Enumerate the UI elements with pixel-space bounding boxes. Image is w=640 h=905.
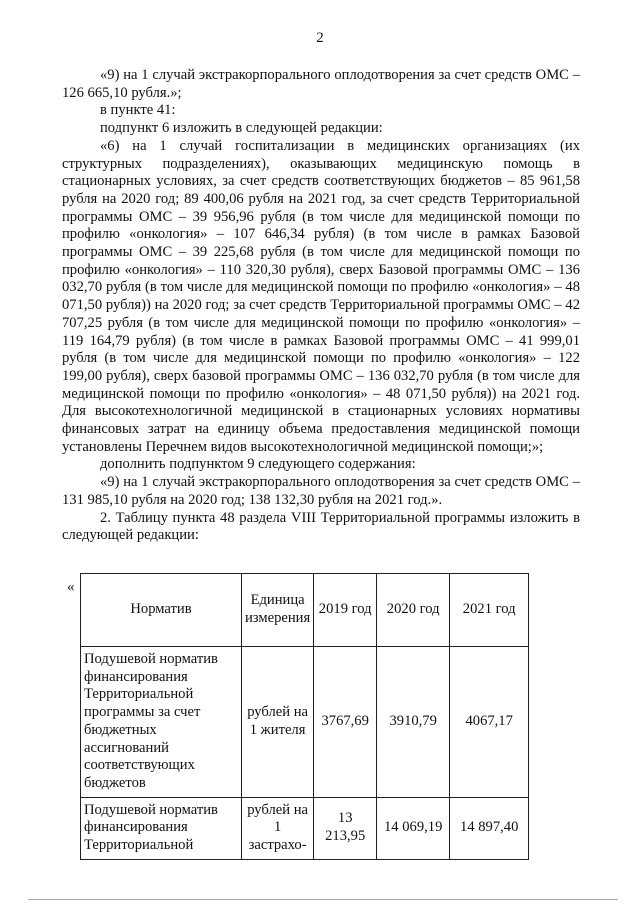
table-open-quote: « xyxy=(67,579,75,595)
paragraph: «6) на 1 случай госпитализации в медицинских организациях (их структурных подразделениях), оказывающих медицинскую помощь в стационарных условиях, за счет средств соответствующих бюджетов – 85 961,58 рубля на 2020 год; 89 400,06 рубля на 2021 год, за счет средств Территориальной программы ОМС – 39 956,96 рубля (в том числе для медицинской помощи по профилю «онкология» – 107 646,34 рубля) (в том числе в рамках Базовой программы ОМС – 39 225,68 рубля (в том числе для медицинской помощи по профилю «онкология» – 110 320,30 рубля), сверх Базовой программы ОМС – 136 032,70 рубля (в том числе для медицинской помощи по профилю «онкология» – 48 071,50 рубля)) на 2020 год; за счет средств Территориальной программы ОМС – 42 707,25 рубля (в том числе для медицинской помощи по профилю «онкология» – 119 164,79 рубля) (в том числе в рамках Базовой программы ОМС – 41 999,01 рубля (в том числе для медицинской помощи по профилю «онкология» – 122 199,00 рубля), сверх базовой программы ОМС – 136 032,70 рубля (в том числе для медицинской помощи по профилю «онкология» – 48 071,50 рубля)) на 2021 год. Для высокотехнологичной медицинской в стационарных условиях нормативы финансовых затрат на единицу объема предоставления медицинской помощи установлены Перечнем видов высокотехнологичной медицинской помощи;»; xyxy=(62,137,580,455)
paragraph: в пункте 41: xyxy=(100,102,176,119)
paragraph: «9) на 1 случай экстракорпорального оплодотворения за счет средств ОМС – 131 985,10 рубля на 2020 год; 138 132,30 рубля на 2021 год.». xyxy=(62,474,580,508)
page-number: 2 xyxy=(316,30,324,46)
header-cell: 2020 год xyxy=(377,574,450,647)
paragraph: дополнить подпунктом 9 следующего содержания: xyxy=(100,456,416,473)
header-cell: 2021 год xyxy=(450,574,529,647)
header-cell: Норматив xyxy=(81,574,242,647)
body-text xyxy=(62,67,580,545)
table-cell-unit: рублей на 1 застрахо- xyxy=(242,797,314,859)
paragraph: подпункт 6 изложить в следующей редакции: xyxy=(100,120,383,137)
table-cell-value: 14 897,40 xyxy=(450,797,529,859)
table-cell-name: Подушевой норматив финансирования Территориальной xyxy=(81,797,242,859)
table-cell-value: 13 213,95 xyxy=(314,797,377,859)
page-bottom-edge xyxy=(28,899,618,900)
table-cell-value: 14 069,19 xyxy=(377,797,450,859)
header-cell: 2019 год xyxy=(314,574,377,647)
header-cell: Единица измерения xyxy=(242,574,314,647)
paragraph: «9) на 1 случай экстракорпорального оплодотворения за счет средств ОМС – 126 665,10 рубля.»; xyxy=(62,67,580,101)
table-cell-value: 3910,79 xyxy=(377,647,450,798)
table-header-row xyxy=(81,574,529,647)
table-row xyxy=(81,797,529,859)
table-row xyxy=(81,647,529,798)
table-cell-value: 3767,69 xyxy=(314,647,377,798)
table-cell-name: Подушевой норматив финансирования Территориальной программы за счет бюджетных ассигнований соответствующих бюджетов xyxy=(81,647,242,798)
paragraph: 2. Таблицу пункта 48 раздела VIII Территориальной программы изложить в следующей редакции: xyxy=(62,509,580,544)
table-cell-value: 4067,17 xyxy=(450,647,529,798)
table-cell-unit: рублей на 1 жителя xyxy=(242,647,314,798)
norms-table xyxy=(80,573,529,860)
